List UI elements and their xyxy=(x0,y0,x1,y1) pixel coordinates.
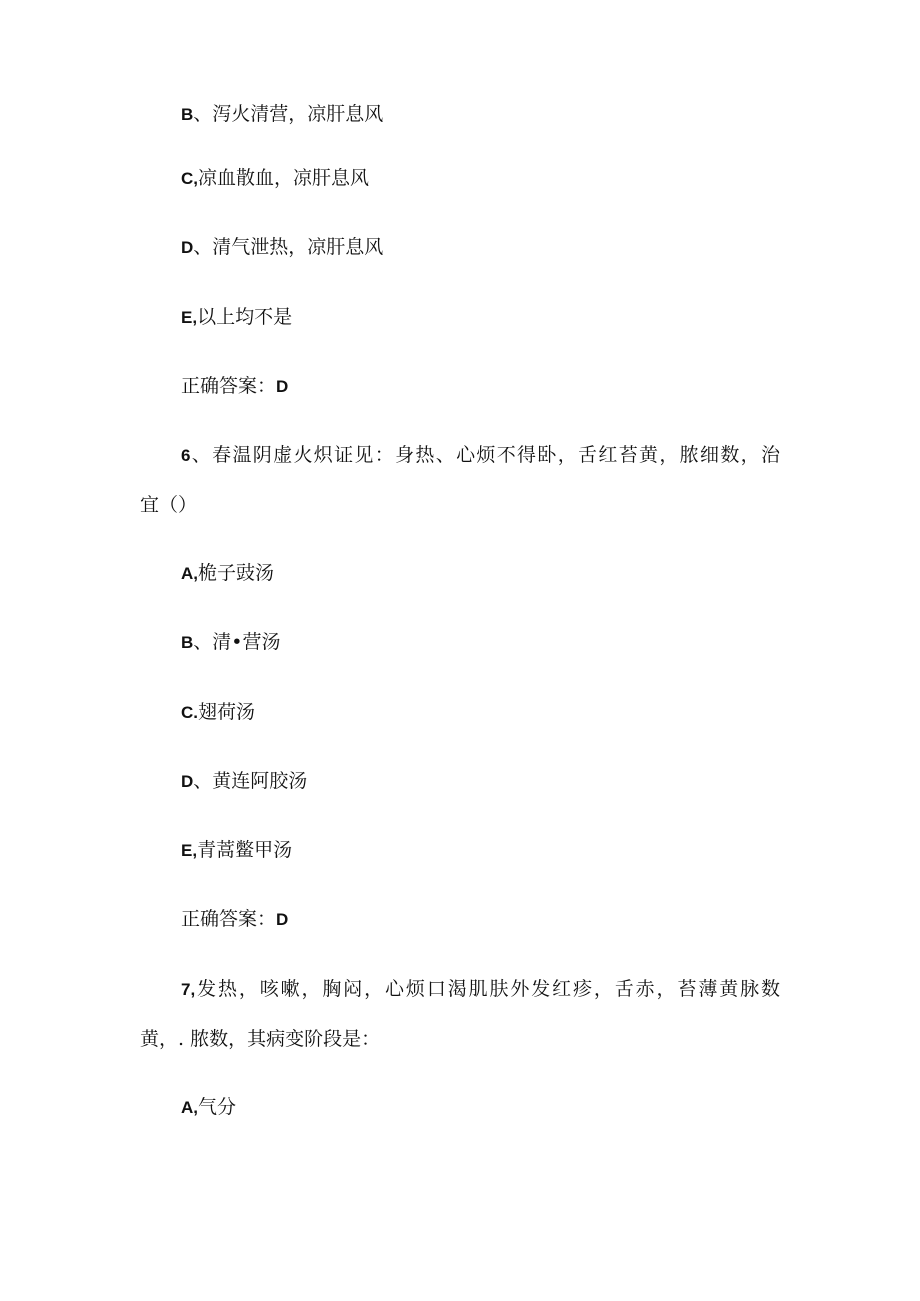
answer-key: D xyxy=(276,910,289,929)
correct-answer xyxy=(181,374,288,399)
answer-key: D xyxy=(276,377,289,396)
option-d xyxy=(181,769,307,794)
option-text: 凉血散血，凉肝息风 xyxy=(198,167,370,189)
answer-label: 正确答案： xyxy=(181,908,277,930)
option-b xyxy=(181,630,281,655)
option-key: C. xyxy=(181,703,198,722)
option-text: 、清•营汤 xyxy=(193,631,281,653)
option-d xyxy=(181,235,383,260)
option-key: B xyxy=(181,105,194,124)
option-text: 、泻火清营，凉肝息风 xyxy=(193,103,384,125)
option-a xyxy=(181,1095,236,1120)
option-text: 、清气泄热，凉肝息风 xyxy=(193,236,384,258)
question-line-2: 黄，. 脓数，其病变阶段是： xyxy=(140,1028,381,1050)
option-e xyxy=(181,838,292,863)
option-key: C, xyxy=(181,169,198,188)
question-line-1 xyxy=(140,443,780,467)
option-c xyxy=(181,166,369,191)
question-number: 7, xyxy=(181,980,196,999)
question-line-2: 宜（） xyxy=(140,494,198,516)
answer-label: 正确答案： xyxy=(181,375,277,397)
question-text-1: 发热，咳嗽，胸闷，心烦口渴肌肤外发红疹，舌赤，苔薄黄脉数 xyxy=(195,978,780,1000)
option-key: E, xyxy=(181,308,198,327)
correct-answer xyxy=(181,907,288,932)
option-text: 桅子豉汤 xyxy=(198,562,275,584)
option-text: 、黄连阿胶汤 xyxy=(193,770,308,792)
option-key: A, xyxy=(181,564,198,583)
question-7 xyxy=(140,977,780,1051)
option-text: 青蒿鳖甲汤 xyxy=(197,839,293,861)
question-text-1: 、春温阴虚火炽证见：身热、心烦不得卧，舌红苔黄，脓细数，治 xyxy=(190,444,780,466)
question-number: 6 xyxy=(181,446,191,465)
option-key: D xyxy=(181,238,194,257)
option-text: 以上均不是 xyxy=(197,306,293,328)
option-key: A, xyxy=(181,1098,198,1117)
option-c xyxy=(181,700,255,725)
question-6 xyxy=(140,443,780,517)
option-key: B xyxy=(181,633,194,652)
option-text: 气分 xyxy=(198,1096,237,1118)
option-key: D xyxy=(181,772,194,791)
option-b xyxy=(181,102,383,127)
option-key: E, xyxy=(181,841,198,860)
option-e xyxy=(181,305,292,330)
option-a xyxy=(181,561,274,586)
option-text: 翅荷汤 xyxy=(198,701,256,723)
question-line-1 xyxy=(140,977,780,1001)
